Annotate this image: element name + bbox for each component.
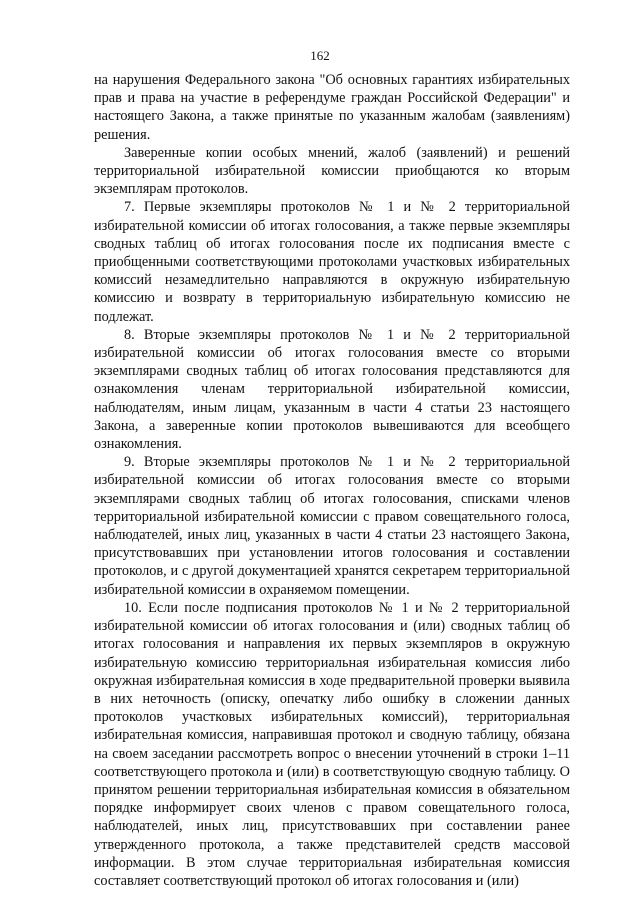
paragraph-clause-8: 8. Вторые экземпляры протоколов № 1 и № 2 территориальной избирательной комиссии об итогах голосования вместе со вторыми экземплярами сводных таблиц об итогах голосования представляются для ознакомления членам территориальной избирательной комиссии, наблюдателям, иным лицам, указанным в части 4 статьи 23 настоящего Закона, а заверенные копии протоколов вывешиваются для всеобщего ознакомления. [94, 326, 570, 453]
body-text [94, 71, 570, 890]
paragraph-clause-9: 9. Вторые экземпляры протоколов № 1 и № 2 территориальной избирательной комиссии об итогах голосования вместе со вторыми экземплярами сводных таблиц об итогах голосования, списками членов территориальной избирательной комиссии с правом совещательного голоса, наблюдателей, иных лиц, указанных в части 4 статьи 23 настоящего Закона, присутствовавших при установлении итогов голосования и составлении протоколов, и с другой документацией хранятся секретарем территориальной избирательной комиссии в охраняемом помещении. [94, 454, 570, 598]
paragraph-clause-7: 7. Первые экземпляры протоколов № 1 и № 2 территориальной избирательной комиссии об итогах голосования, а также первые экземпляры сводных таблиц об итогах голосования после их подписания вместе с приобщенными соответствующими протоколами участковых избирательных комиссий незамедлительно направляются в окружную избирательную комиссию и возврату в территориальную избирательную комиссию не подлежат. [94, 199, 570, 325]
paragraph-complaints-end: на нарушения Федерального закона "Об основных гарантиях избирательных прав и права на участие в референдуме граждан Российской Федерации" и настоящего Закона, а также принятые по указанным жалобам (заявлениям) решения. [94, 72, 570, 143]
page-number: 162 [310, 48, 330, 63]
paragraph-clause-10: 10. Если после подписания протоколов № 1 и № 2 территориальной избирательной комиссии об итогах голосования и (или) сводных таблиц об итогах голосования и направления их первых экземпляров в окружную избирательную комиссию территориальная избирательная комиссия либо окружная избирательная комиссия в ходе предварительной проверки выявила в них неточность (описку, опечатку либо ошибку в сложении данных протоколов участковых избирательных комиссий), территориальная избирательная комиссия, направившая протокол и сводную таблицу, обязана на своем заседании рассмотреть вопрос о внесении уточнений в строки 1–11 соответствующего протокола и (или) в соответствующую сводную таблицу. О принятом решении территориальная избирательная комиссия в обязательном порядке информирует своих членов с правом совещательного голоса, наблюдателей, иных лиц, присутствовавших при составлении ранее утвержденного протокола, а также представителей средств массовой информации. В этом случае территориальная избирательная комиссия составляет соответствующий протокол об итогах голосования и (или) [94, 599, 570, 889]
paragraph-certified-copies: Заверенные копии особых мнений, жалоб (заявлений) и решений территориальной избирательной комиссии приобщаются ко вторым экземплярам протоколов. [94, 144, 570, 198]
